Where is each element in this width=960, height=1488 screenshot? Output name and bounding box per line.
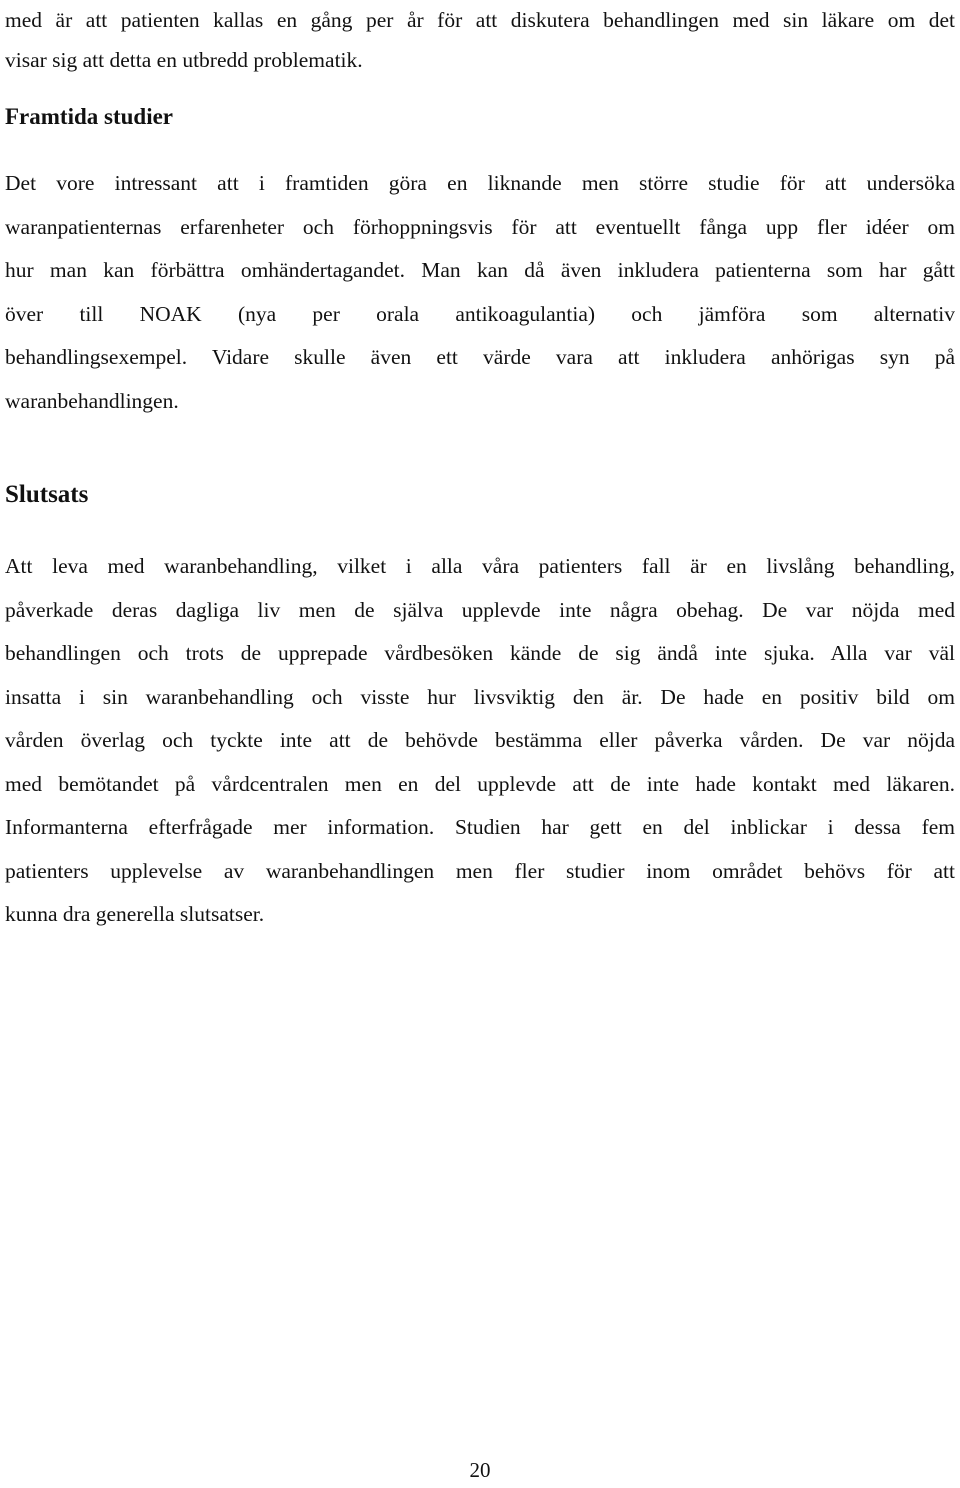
paragraph-line: hur man kan förbättra omhändertagandet. Man kan då även inkludera patienterna som har gått [5, 258, 955, 282]
paragraph-line: insatta i sin waranbehandling och visste hur livsviktig den är. De hade en positiv bild om [5, 684, 955, 709]
paragraph-line: med bemötandet på vårdcentralen men en del upplevde att de inte hade kontakt med läkaren. [5, 771, 955, 796]
paragraph-line: Det vore intressant att i framtiden göra en liknande men större studie för att undersöka [5, 171, 955, 195]
section-heading-framtida-studier: Framtida studier [5, 104, 174, 129]
paragraph-line: över till NOAK (nya per orala antikoagulantia) och jämföra som alternativ [5, 301, 955, 326]
paragraph-framtida-studier [5, 162, 955, 423]
paragraph-slutsats [5, 545, 955, 937]
paragraph-line: Informanterna efterfrågade mer information. Studien har gett en del inblickar i dessa fem [5, 815, 955, 839]
paragraph-line: waranbehandlingen. [5, 388, 179, 413]
section-heading-slutsats: Slutsats [5, 481, 89, 508]
paragraph-line: visar sig att detta en utbredd problematik. [5, 48, 363, 72]
paragraph-line: behandlingsexempel. Vidare skulle även ett värde vara att inkludera anhörigas syn på [5, 345, 955, 369]
paragraph-line: vården överlag och tyckte inte att de behövde bestämma eller påverka vården. De var nöjda [5, 728, 955, 752]
paragraph-line: waranpatienternas erfarenheter och förhoppningsvis för att eventuellt fånga upp fler idéer om [5, 214, 955, 239]
paragraph-line: kunna dra generella slutsatser. [5, 902, 265, 926]
paragraph-line: Att leva med waranbehandling, vilket i alla våra patienters fall är en livslång behandling, [5, 554, 955, 578]
paragraph-line: behandlingen och trots de upprepade vårdbesöken kände de sig ändå inte sjuka. Alla var väl [5, 641, 955, 665]
paragraph-line: påverkade deras dagliga liv men de själva upplevde inte några obehag. De var nöjda med [5, 597, 955, 622]
paragraph-line: patienters upplevelse av waranbehandlingen men fler studier inom området behövs för att [5, 858, 955, 883]
paragraph-line: med är att patienten kallas en gång per år för att diskutera behandlingen med sin läkare om det [5, 8, 955, 32]
intro-paragraph [5, 0, 955, 80]
page-number: 20 [469, 1458, 491, 1482]
